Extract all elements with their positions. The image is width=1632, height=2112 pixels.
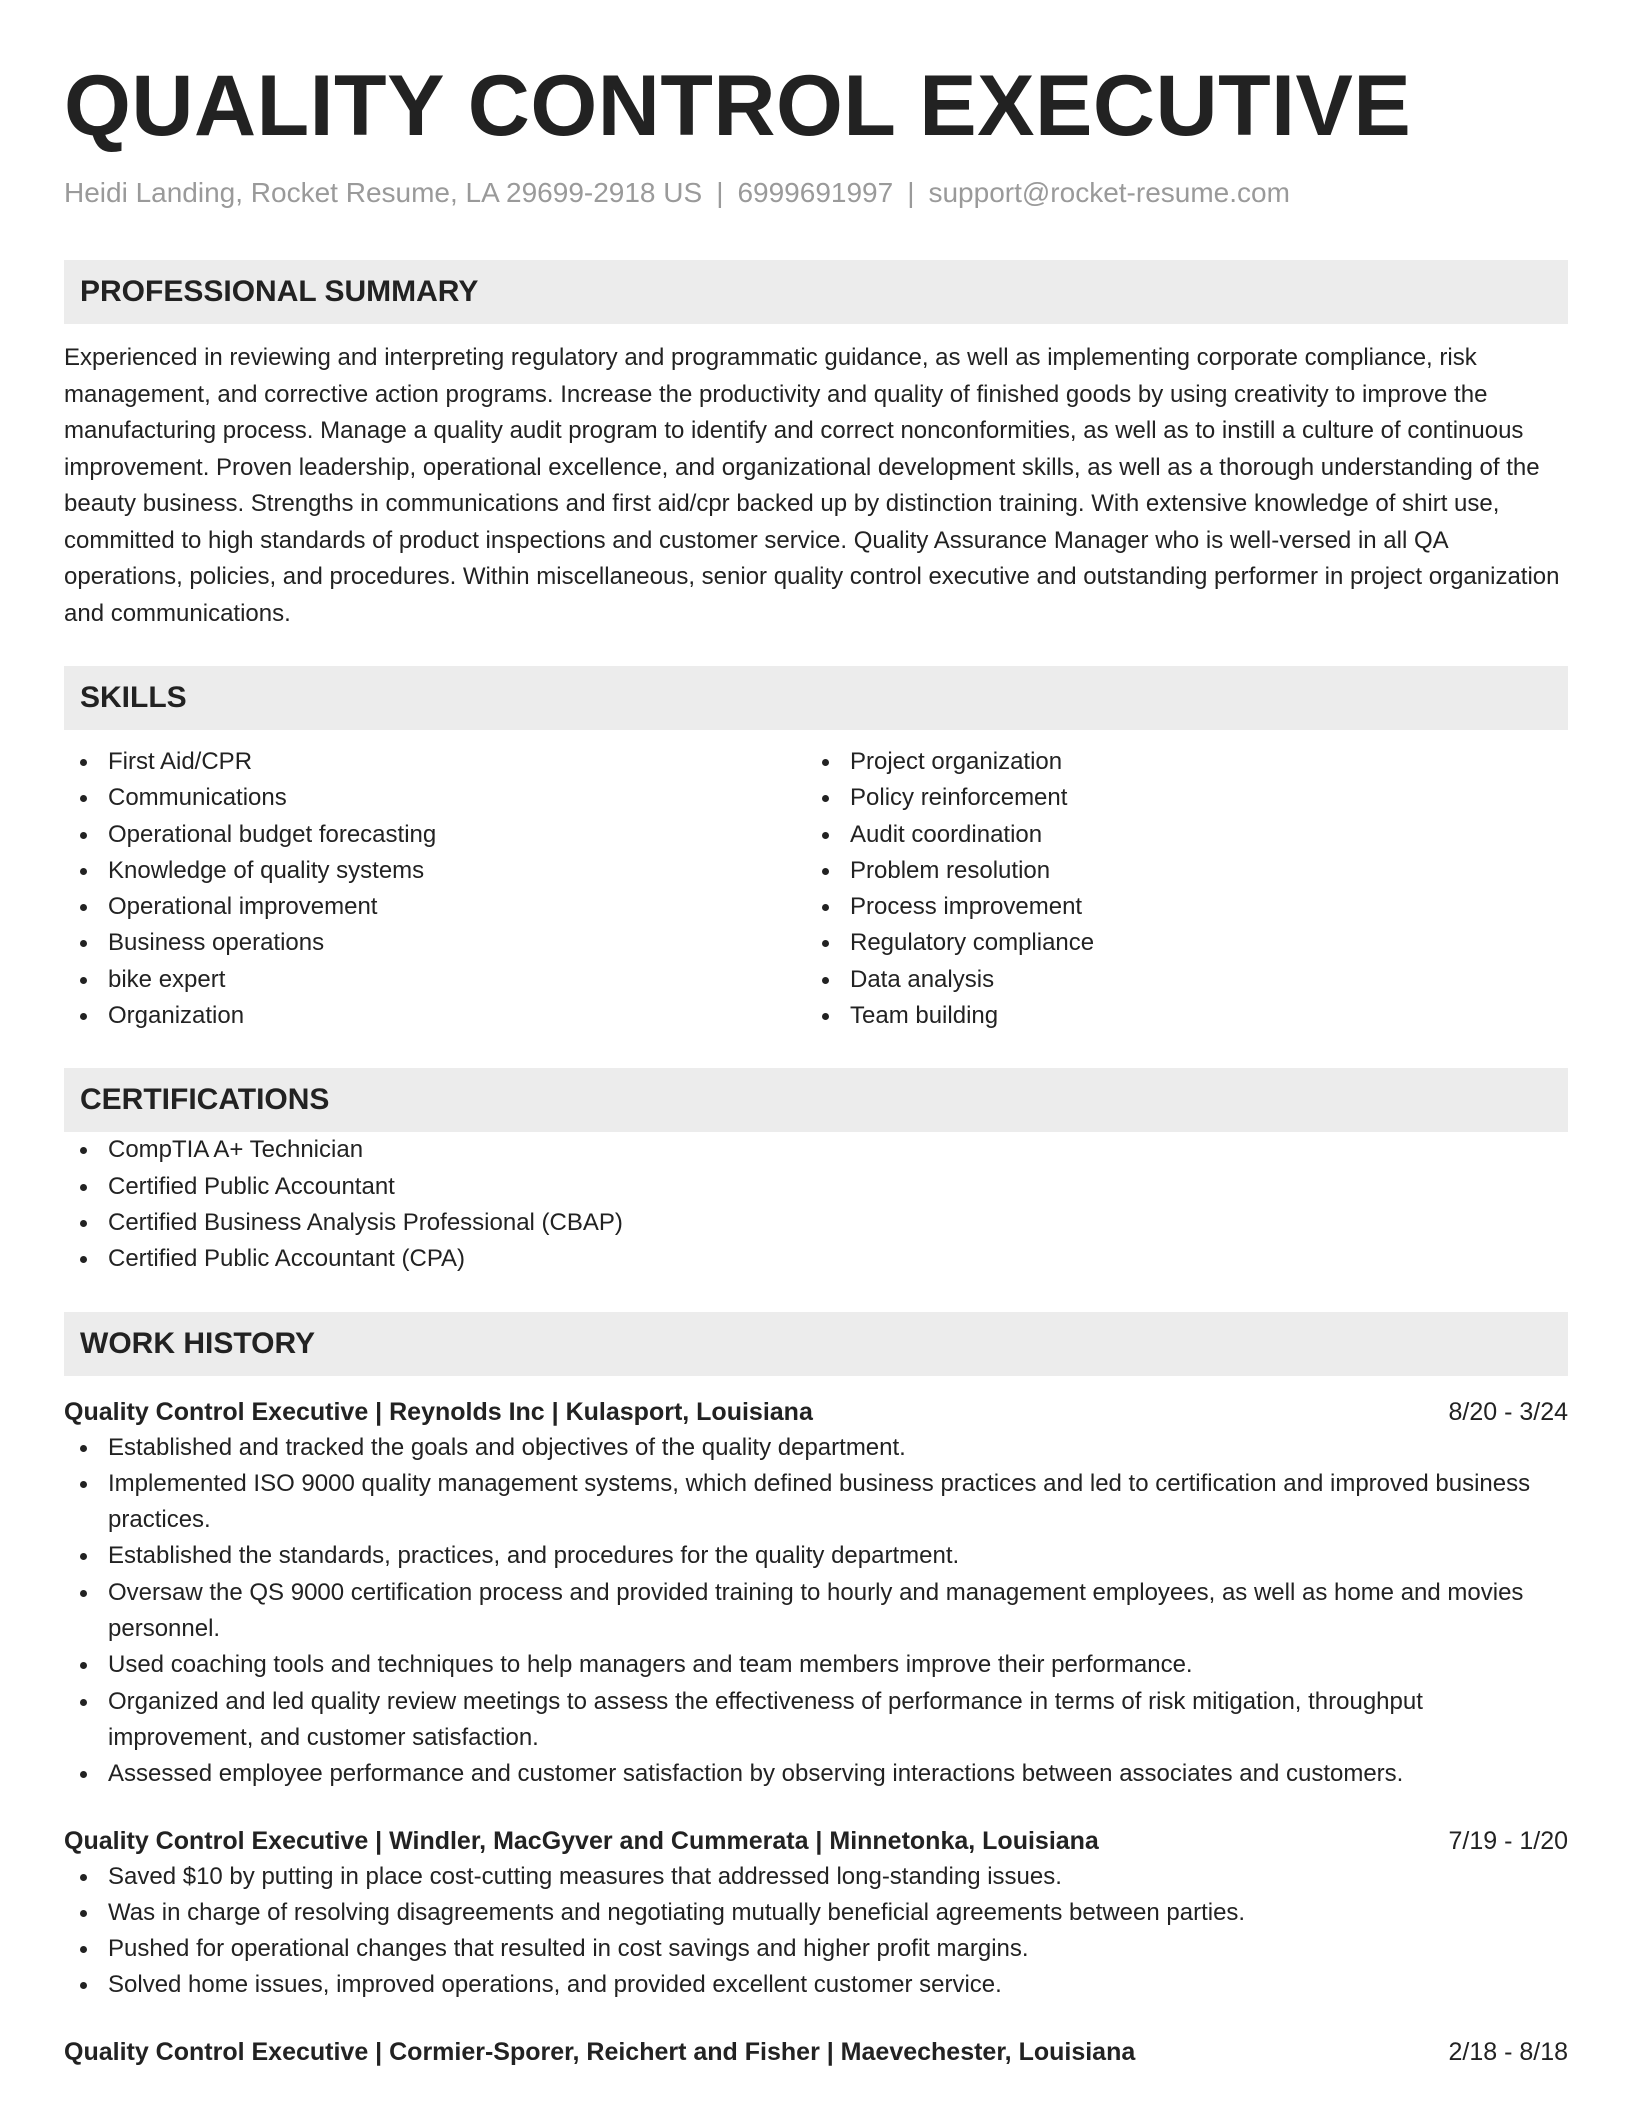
job-bullet: Assessed employee performance and customer satisfaction by observing interactions between associates and customers. xyxy=(64,1756,1568,1792)
certifications-list xyxy=(64,1132,1568,1277)
skills-column-right xyxy=(806,744,1548,1034)
skill-item: Audit coordination xyxy=(806,817,1548,853)
skill-item: Policy reinforcement xyxy=(806,780,1548,816)
job-title: Quality Control Executive | Windler, MacGyver and Cummerata | Minnetonka, Louisiana xyxy=(64,1826,1099,1855)
certification-item: CompTIA A+ Technician xyxy=(64,1132,1568,1168)
job-dates: 8/20 - 3/24 xyxy=(1448,1397,1568,1426)
contact-email: support@rocket-resume.com xyxy=(928,177,1290,208)
job-heading xyxy=(64,1823,1568,1859)
certification-item: Certified Business Analysis Professional (CBAP) xyxy=(64,1205,1568,1241)
skills-column-left xyxy=(64,744,806,1034)
skill-item: Data analysis xyxy=(806,962,1548,998)
job-heading xyxy=(64,1394,1568,1430)
contact-address: Heidi Landing, Rocket Resume, LA 29699-2918 US xyxy=(64,177,703,208)
section-header-certifications: CERTIFICATIONS xyxy=(64,1068,1568,1132)
job-bullet: Used coaching tools and techniques to help managers and team members improve their performance. xyxy=(64,1647,1568,1683)
job-bullet: Pushed for operational changes that resulted in cost savings and higher profit margins. xyxy=(64,1931,1568,1967)
skills-list-left xyxy=(64,744,806,1034)
contact-line xyxy=(64,174,1568,212)
skill-item: Knowledge of quality systems xyxy=(64,853,806,889)
skill-item: bike expert xyxy=(64,962,806,998)
job-bullet: Saved $10 by putting in place cost-cutting measures that addressed long-standing issues. xyxy=(64,1859,1568,1895)
skill-item: Regulatory compliance xyxy=(806,925,1548,961)
section-header-summary: PROFESSIONAL SUMMARY xyxy=(64,260,1568,324)
job-dates: 2/18 - 8/18 xyxy=(1448,2037,1568,2066)
certification-item: Certified Public Accountant (CPA) xyxy=(64,1241,1568,1277)
resume-title: QUALITY CONTROL EXECUTIVE xyxy=(64,58,1412,154)
skill-item: Team building xyxy=(806,998,1548,1034)
skill-item: Operational improvement xyxy=(64,889,806,925)
job-bullet: Oversaw the QS 9000 certification process and provided training to hourly and management employees, as well as home and movies personnel. xyxy=(64,1575,1568,1648)
section-header-work-history: WORK HISTORY xyxy=(64,1312,1568,1376)
job-bullet: Solved home issues, improved operations, and provided excellent customer service. xyxy=(64,1967,1568,2003)
job-bullet: Organized and led quality review meetings to assess the effectiveness of performance in terms of risk mitigation, throughput improvement, and customer satisfaction. xyxy=(64,1684,1568,1757)
contact-phone: 6999691997 xyxy=(737,177,894,208)
skill-item: Organization xyxy=(64,998,806,1034)
job-title: Quality Control Executive | Cormier-Sporer, Reichert and Fisher | Maevechester, Louisiana xyxy=(64,2037,1136,2066)
job-title: Quality Control Executive | Reynolds Inc | Kulasport, Louisiana xyxy=(64,1397,813,1426)
job-bullets xyxy=(64,1430,1568,1793)
job-bullets xyxy=(64,1859,1568,2004)
job-bullet: Was in charge of resolving disagreements and negotiating mutually beneficial agreements between parties. xyxy=(64,1895,1568,1931)
job-dates: 7/19 - 1/20 xyxy=(1448,1826,1568,1855)
skill-item: Communications xyxy=(64,780,806,816)
job-bullet: Implemented ISO 9000 quality management systems, which defined business practices and led to certification and improved business practices. xyxy=(64,1466,1568,1539)
skills-list-right xyxy=(806,744,1548,1034)
job-heading xyxy=(64,2034,1568,2070)
skill-item: Process improvement xyxy=(806,889,1548,925)
contact-separator: | xyxy=(907,177,915,208)
skill-item: Business operations xyxy=(64,925,806,961)
certification-item: Certified Public Accountant xyxy=(64,1169,1568,1205)
job-bullet: Established the standards, practices, and procedures for the quality department. xyxy=(64,1538,1568,1574)
summary-text: Experienced in reviewing and interpreting regulatory and programmatic guidance, as well as implementing corporate compliance, risk management, and corrective action programs. Increase the productivity and quality of finished goods by using creativity to improve the manufacturing process. Manage a quality audit program to identify and correct nonconformities, as well as to instill a culture of continuous improvement. Proven leadership, operational excellence, and organizational development skills, as well as a thorough understanding of the beauty business. Strengths in communications and first aid/cpr backed up by distinction training. With extensive knowledge of shirt use, committed to high standards of product inspections and customer service. Quality Assurance Manager who is well-versed in all QA operations, policies, and procedures. Within miscellaneous, senior quality control executive and outstanding performer in project organization and communications. xyxy=(64,344,1560,627)
skills-grid xyxy=(64,744,1568,1034)
job-bullet: Established and tracked the goals and objectives of the quality department. xyxy=(64,1430,1568,1466)
skill-item: Problem resolution xyxy=(806,853,1548,889)
skill-item: First Aid/CPR xyxy=(64,744,806,780)
section-header-skills: SKILLS xyxy=(64,666,1568,730)
skill-item: Operational budget forecasting xyxy=(64,817,806,853)
contact-separator: | xyxy=(716,177,724,208)
skill-item: Project organization xyxy=(806,744,1548,780)
